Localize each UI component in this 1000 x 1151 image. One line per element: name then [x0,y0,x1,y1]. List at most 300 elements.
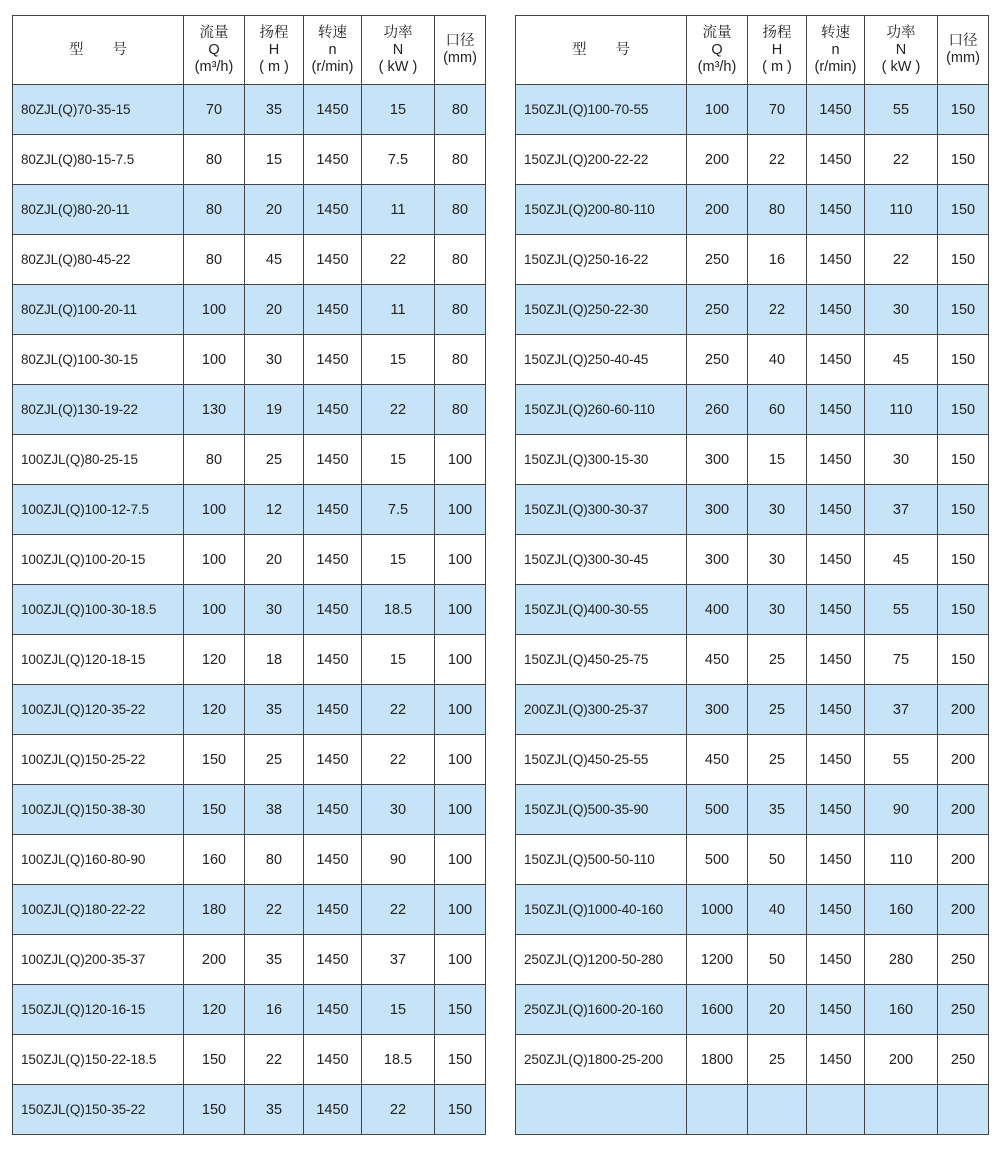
bore-cell: 100 [435,785,486,835]
bore-cell: 100 [435,835,486,885]
model-cell: 100ZJL(Q)150-25-22 [13,735,184,785]
model-cell: 150ZJL(Q)200-22-22 [516,135,687,185]
table-row [13,185,486,235]
table-row [516,85,989,135]
flow-cell: 150 [184,785,245,835]
bore-cell: 200 [938,885,989,935]
flow-cell: 300 [687,435,748,485]
head-cell: 80 [245,835,304,885]
table-row [516,1035,989,1085]
model-cell: 100ZJL(Q)150-38-30 [13,785,184,835]
power-cell: 22 [362,885,435,935]
model-cell: 80ZJL(Q)80-45-22 [13,235,184,285]
power-cell: 280 [865,935,938,985]
table-row [13,835,486,885]
table-row [516,535,989,585]
speed-cell: 1450 [807,635,865,685]
flow-cell: 120 [184,685,245,735]
header-bore: 口径 (mm) [435,16,486,85]
speed-cell: 1450 [304,785,362,835]
right-spec-table [515,15,989,1135]
flow-cell [687,1085,748,1135]
table-row [516,585,989,635]
head-cell: 50 [748,935,807,985]
speed-cell: 1450 [807,535,865,585]
head-cell: 35 [245,1085,304,1135]
head-cell: 25 [748,1035,807,1085]
table-row [13,635,486,685]
table-row [13,335,486,385]
head-cell: 22 [748,285,807,335]
head-cell: 16 [748,235,807,285]
speed-cell: 1450 [807,835,865,885]
model-cell: 150ZJL(Q)400-30-55 [516,585,687,635]
power-cell: 45 [865,335,938,385]
bore-cell: 80 [435,235,486,285]
table-row [13,785,486,835]
table-row [13,685,486,735]
power-cell: 200 [865,1035,938,1085]
flow-cell: 180 [184,885,245,935]
table-row [516,635,989,685]
bore-cell: 80 [435,285,486,335]
speed-cell: 1450 [807,385,865,435]
header-flow: 流量 Q (m³/h) [687,16,748,85]
header-model: 型 号 [13,16,184,85]
head-cell: 30 [245,335,304,385]
power-cell: 15 [362,335,435,385]
flow-cell: 80 [184,235,245,285]
bore-cell: 150 [938,535,989,585]
speed-cell: 1450 [304,435,362,485]
bore-cell: 200 [938,835,989,885]
head-cell [748,1085,807,1135]
power-cell: 22 [362,685,435,735]
power-cell: 110 [865,835,938,885]
head-cell: 35 [245,935,304,985]
flow-cell: 500 [687,835,748,885]
speed-cell: 1450 [304,185,362,235]
model-cell: 100ZJL(Q)100-30-18.5 [13,585,184,635]
speed-cell [807,1085,865,1135]
table-row [13,285,486,335]
head-cell: 30 [245,585,304,635]
model-cell: 80ZJL(Q)100-30-15 [13,335,184,385]
speed-cell: 1450 [807,685,865,735]
speed-cell: 1450 [304,235,362,285]
head-cell: 20 [245,285,304,335]
speed-cell: 1450 [304,935,362,985]
bore-cell: 150 [435,985,486,1035]
model-cell: 250ZJL(Q)1600-20-160 [516,985,687,1035]
power-cell: 15 [362,635,435,685]
head-cell: 30 [748,485,807,535]
table-row [516,935,989,985]
power-cell: 55 [865,735,938,785]
bore-cell: 150 [938,485,989,535]
flow-cell: 160 [184,835,245,885]
flow-cell: 500 [687,785,748,835]
speed-cell: 1450 [807,985,865,1035]
header-head: 扬程 H ( m ) [748,16,807,85]
flow-cell: 1600 [687,985,748,1035]
header-speed: 转速 n (r/min) [304,16,362,85]
speed-cell: 1450 [807,1035,865,1085]
speed-cell: 1450 [807,435,865,485]
flow-cell: 200 [184,935,245,985]
speed-cell: 1450 [304,585,362,635]
model-cell: 80ZJL(Q)70-35-15 [13,85,184,135]
header-bore: 口径 (mm) [938,16,989,85]
head-cell: 70 [748,85,807,135]
flow-cell: 100 [184,485,245,535]
speed-cell: 1450 [807,185,865,235]
bore-cell: 150 [938,435,989,485]
table-row [516,835,989,885]
flow-cell: 100 [184,335,245,385]
power-cell: 75 [865,635,938,685]
power-cell: 110 [865,385,938,435]
flow-cell: 150 [184,735,245,785]
model-cell: 150ZJL(Q)500-35-90 [516,785,687,835]
header-power: 功率 N ( kW ) [865,16,938,85]
power-cell: 22 [362,1085,435,1135]
flow-cell: 450 [687,735,748,785]
table-row [13,985,486,1035]
speed-cell: 1450 [807,585,865,635]
power-cell: 7.5 [362,485,435,535]
bore-cell: 250 [938,935,989,985]
speed-cell: 1450 [304,535,362,585]
power-cell: 18.5 [362,585,435,635]
header-row [13,16,486,85]
table-row [516,435,989,485]
speed-cell: 1450 [304,635,362,685]
model-cell: 100ZJL(Q)120-18-15 [13,635,184,685]
head-cell: 40 [748,335,807,385]
flow-cell: 100 [687,85,748,135]
bore-cell: 200 [938,785,989,835]
speed-cell: 1450 [807,735,865,785]
bore-cell: 150 [938,85,989,135]
speed-cell: 1450 [807,285,865,335]
bore-cell: 150 [938,585,989,635]
bore-cell: 150 [938,285,989,335]
model-cell: 100ZJL(Q)100-12-7.5 [13,485,184,535]
left-spec-table [12,15,486,1135]
header-flow: 流量 Q (m³/h) [184,16,245,85]
flow-cell: 250 [687,235,748,285]
left-table-body [13,85,486,1135]
table-row [516,685,989,735]
head-cell: 80 [748,185,807,235]
power-cell: 55 [865,585,938,635]
bore-cell: 100 [435,685,486,735]
bore-cell: 100 [435,535,486,585]
power-cell: 30 [865,435,938,485]
model-cell: 100ZJL(Q)200-35-37 [13,935,184,985]
model-cell: 150ZJL(Q)300-30-37 [516,485,687,535]
bore-cell: 100 [435,635,486,685]
table-row [13,535,486,585]
flow-cell: 300 [687,535,748,585]
speed-cell: 1450 [807,85,865,135]
power-cell: 37 [865,485,938,535]
head-cell: 25 [245,435,304,485]
bore-cell: 150 [938,185,989,235]
power-cell: 90 [362,835,435,885]
table-row [516,985,989,1035]
speed-cell: 1450 [304,1085,362,1135]
head-cell: 18 [245,635,304,685]
table-row [13,735,486,785]
model-cell: 80ZJL(Q)100-20-11 [13,285,184,335]
head-cell: 20 [245,185,304,235]
header-power: 功率 N ( kW ) [362,16,435,85]
head-cell: 25 [245,735,304,785]
speed-cell: 1450 [807,335,865,385]
bore-cell: 150 [938,635,989,685]
model-cell: 150ZJL(Q)150-35-22 [13,1085,184,1135]
power-cell: 30 [362,785,435,835]
power-cell: 37 [362,935,435,985]
model-cell: 100ZJL(Q)160-80-90 [13,835,184,885]
bore-cell: 100 [435,485,486,535]
model-cell: 100ZJL(Q)100-20-15 [13,535,184,585]
head-cell: 25 [748,635,807,685]
model-cell: 150ZJL(Q)260-60-110 [516,385,687,435]
table-row [13,235,486,285]
model-cell: 150ZJL(Q)250-22-30 [516,285,687,335]
model-cell: 150ZJL(Q)200-80-110 [516,185,687,235]
flow-cell: 250 [687,335,748,385]
speed-cell: 1450 [304,335,362,385]
flow-cell: 300 [687,685,748,735]
speed-cell: 1450 [304,985,362,1035]
bore-cell: 150 [938,385,989,435]
flow-cell: 80 [184,135,245,185]
model-cell: 80ZJL(Q)80-20-11 [13,185,184,235]
table-row [13,585,486,635]
power-cell: 7.5 [362,135,435,185]
header-speed: 转速 n (r/min) [807,16,865,85]
bore-cell: 250 [938,985,989,1035]
flow-cell: 100 [184,535,245,585]
flow-cell: 400 [687,585,748,635]
head-cell: 15 [245,135,304,185]
head-cell: 22 [245,885,304,935]
power-cell: 160 [865,985,938,1035]
table-row [13,85,486,135]
bore-cell: 100 [435,935,486,985]
head-cell: 35 [245,685,304,735]
flow-cell: 130 [184,385,245,435]
model-cell: 150ZJL(Q)250-16-22 [516,235,687,285]
header-row [516,16,989,85]
model-cell: 150ZJL(Q)250-40-45 [516,335,687,385]
bore-cell: 250 [938,1035,989,1085]
model-cell: 100ZJL(Q)120-35-22 [13,685,184,735]
power-cell: 11 [362,185,435,235]
header-head: 扬程 H ( m ) [245,16,304,85]
table-row [516,235,989,285]
table-row [516,1085,989,1135]
head-cell: 15 [748,435,807,485]
head-cell: 30 [748,585,807,635]
table-row [516,885,989,935]
model-cell [516,1085,687,1135]
bore-cell: 100 [435,435,486,485]
head-cell: 20 [245,535,304,585]
bore-cell: 80 [435,85,486,135]
speed-cell: 1450 [304,385,362,435]
speed-cell: 1450 [304,135,362,185]
model-cell: 80ZJL(Q)80-15-7.5 [13,135,184,185]
head-cell: 30 [748,535,807,585]
power-cell: 30 [865,285,938,335]
header-model: 型 号 [516,16,687,85]
power-cell [865,1085,938,1135]
speed-cell: 1450 [304,1035,362,1085]
table-row [13,885,486,935]
table-row [516,335,989,385]
bore-cell: 100 [435,585,486,635]
table-row [516,735,989,785]
power-cell: 55 [865,85,938,135]
power-cell: 22 [865,135,938,185]
table-row [13,435,486,485]
head-cell: 22 [748,135,807,185]
power-cell: 90 [865,785,938,835]
power-cell: 15 [362,435,435,485]
model-cell: 150ZJL(Q)150-22-18.5 [13,1035,184,1085]
bore-cell: 150 [938,135,989,185]
power-cell: 15 [362,85,435,135]
power-cell: 22 [362,385,435,435]
flow-cell: 120 [184,985,245,1035]
power-cell: 18.5 [362,1035,435,1085]
table-row [13,935,486,985]
table-row [13,385,486,435]
table-row [13,1035,486,1085]
power-cell: 22 [362,735,435,785]
flow-cell: 200 [687,185,748,235]
flow-cell: 150 [184,1085,245,1135]
bore-cell: 80 [435,185,486,235]
head-cell: 19 [245,385,304,435]
flow-cell: 80 [184,185,245,235]
model-cell: 150ZJL(Q)120-16-15 [13,985,184,1035]
power-cell: 160 [865,885,938,935]
head-cell: 22 [245,1035,304,1085]
model-cell: 100ZJL(Q)80-25-15 [13,435,184,485]
power-cell: 45 [865,535,938,585]
power-cell: 110 [865,185,938,235]
model-cell: 150ZJL(Q)300-30-45 [516,535,687,585]
bore-cell: 150 [938,235,989,285]
model-cell: 150ZJL(Q)100-70-55 [516,85,687,135]
flow-cell: 120 [184,635,245,685]
flow-cell: 1200 [687,935,748,985]
flow-cell: 300 [687,485,748,535]
speed-cell: 1450 [304,885,362,935]
bore-cell [938,1085,989,1135]
table-row [516,485,989,535]
speed-cell: 1450 [304,485,362,535]
speed-cell: 1450 [304,835,362,885]
speed-cell: 1450 [807,885,865,935]
model-cell: 100ZJL(Q)180-22-22 [13,885,184,935]
model-cell: 150ZJL(Q)450-25-55 [516,735,687,785]
head-cell: 16 [245,985,304,1035]
head-cell: 35 [245,85,304,135]
head-cell: 12 [245,485,304,535]
model-cell: 80ZJL(Q)130-19-22 [13,385,184,435]
head-cell: 50 [748,835,807,885]
head-cell: 25 [748,735,807,785]
table-row [13,1085,486,1135]
flow-cell: 100 [184,285,245,335]
bore-cell: 80 [435,335,486,385]
flow-cell: 450 [687,635,748,685]
model-cell: 250ZJL(Q)1800-25-200 [516,1035,687,1085]
bore-cell: 150 [435,1035,486,1085]
bore-cell: 100 [435,735,486,785]
model-cell: 150ZJL(Q)300-15-30 [516,435,687,485]
head-cell: 25 [748,685,807,735]
model-cell: 150ZJL(Q)1000-40-160 [516,885,687,935]
bore-cell: 200 [938,685,989,735]
flow-cell: 1800 [687,1035,748,1085]
bore-cell: 80 [435,135,486,185]
model-cell: 150ZJL(Q)500-50-110 [516,835,687,885]
table-row [13,485,486,535]
bore-cell: 80 [435,385,486,435]
bore-cell: 150 [435,1085,486,1135]
head-cell: 45 [245,235,304,285]
speed-cell: 1450 [807,135,865,185]
table-row [516,285,989,335]
speed-cell: 1450 [807,485,865,535]
flow-cell: 150 [184,1035,245,1085]
head-cell: 40 [748,885,807,935]
bore-cell: 100 [435,885,486,935]
table-row [516,385,989,435]
head-cell: 35 [748,785,807,835]
power-cell: 22 [362,235,435,285]
right-table-body [516,85,989,1135]
speed-cell: 1450 [807,235,865,285]
power-cell: 22 [865,235,938,285]
table-row [516,185,989,235]
power-cell: 15 [362,535,435,585]
power-cell: 15 [362,985,435,1035]
model-cell: 200ZJL(Q)300-25-37 [516,685,687,735]
head-cell: 20 [748,985,807,1035]
table-row [13,135,486,185]
speed-cell: 1450 [304,735,362,785]
table-row [516,785,989,835]
flow-cell: 1000 [687,885,748,935]
table-row [516,135,989,185]
power-cell: 37 [865,685,938,735]
power-cell: 11 [362,285,435,335]
flow-cell: 260 [687,385,748,435]
flow-cell: 200 [687,135,748,185]
flow-cell: 100 [184,585,245,635]
head-cell: 38 [245,785,304,835]
flow-cell: 250 [687,285,748,335]
